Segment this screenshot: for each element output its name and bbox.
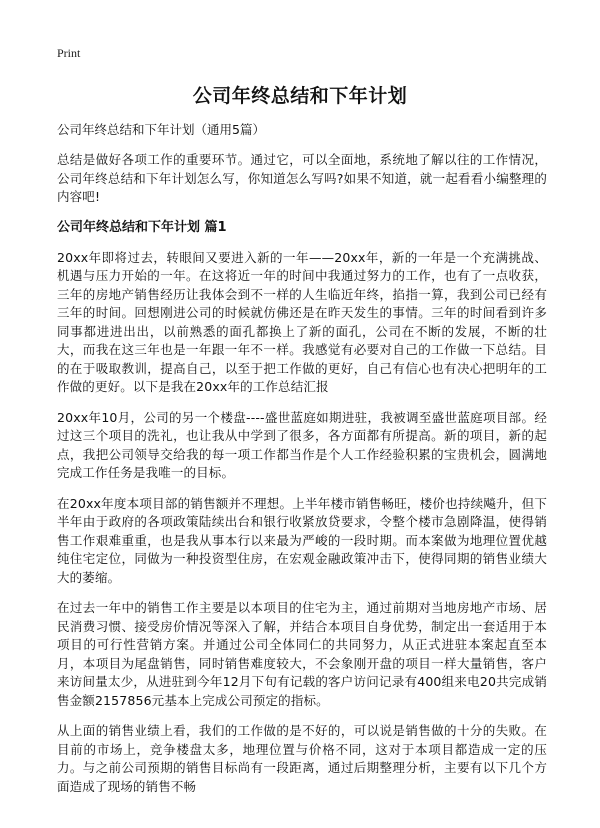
- document-subtitle: 公司年终总结和下年计划（通用5篇）: [57, 122, 265, 137]
- body-paragraph-2: 20xx年10月，公司的另一个楼盘----盛世蓝庭如期进驻，我被调至盛世蓝庭项目部。经过这三个项目的洗礼，也让我从中学到了很多，各方面都有所提高。新的项目，新的起点，我把公司领导交给我的每一项工作都当作是个人工作经验积累的宝贵机会，圆满地完成工作任务是我唯一的目标。: [57, 409, 547, 480]
- body-paragraph-1: 20xx年即将过去，转眼间又要进入新的一年——20xx年，新的一年是一个充满挑战、机遇与压力开始的一年。在这将近一年的时间中我通过努力的工作，也有了一点收获，三年的房地产销售经历让我体会到不一样的人生临近年终，掐指一算，我到公司已经有三年的时间。回想刚进公司的时候就仿佛还是在昨天发生的事情。三年的时间看到许多同事都进进出出，以前熟悉的面孔都换上了新的面孔，公司在不断的发展，不断的壮大，而我在这三年也是一年跟一年不一样。我感觉有必要对自己的工作做一下总结。目的在于吸取教训，提高自己，以至于把工作做的更好，自己有信心也有决心把明年的工作做的更好。以下是我在20xx年的工作总结汇报: [57, 249, 547, 394]
- intro-paragraph: 总结是做好各项工作的重要环节。通过它，可以全面地，系统地了解以往的工作情况，公司年终总结和下年计划怎么写，你知道怎么写吗?如果不知道，就一起看看小编整理的内容吧!: [57, 152, 547, 204]
- section-heading: 公司年终总结和下年计划 篇1: [57, 219, 227, 235]
- body-paragraph-4: 在过去一年中的销售工作主要是以本项目的住宅为主，通过前期对当地房地产市场、居民消费习惯、接受房价情况等深入了解，并结合本项目自身优势，制定出一套适用于本项目的可行性营销方案。并通过公司全体同仁的共同努力，从正式进驻本案起直至本月，本项目为尾盘销售，同时销售难度较大，不会象刚开盘的项目一样大量销售，客户来访间量太少，从进驻到今年12月下旬有记载的客户访问记录有400组来电20共完成销售金额2157856元基本上完成公司预定的指标。: [57, 600, 547, 708]
- print-link[interactable]: Print: [57, 46, 81, 60]
- body-paragraph-3: 在20xx年度本项目部的销售额并不理想。上半年楼市销售畅旺，楼价也持续飚升，但下半年由于政府的各项政策陆续出台和银行收紧放贷要求，令整个楼市急剧降温，使得销售工作艰难重重，也是我从事本行以来最为严峻的一段时期。而本案做为地理位置优越纯住宅定位，同做为一种投资型住房，在宏观金融政策冲击下，使得同期的销售业绩大大的萎缩。: [57, 495, 547, 585]
- document-body: [57, 121, 547, 808]
- body-paragraph-5: 从上面的销售业绩上看，我们的工作做的是不好的，可以说是销售做的十分的失败。在目前的市场上，竞争楼盘太多，地理位置与价格不同，这对于本项目都造成一定的压力。与之前公司预期的销售目标尚有一段距离，通过后期整理分析，主要有以下几个方面造成了现场的销售不畅: [57, 723, 547, 794]
- document-title: 公司年终总结和下年计划: [192, 85, 408, 107]
